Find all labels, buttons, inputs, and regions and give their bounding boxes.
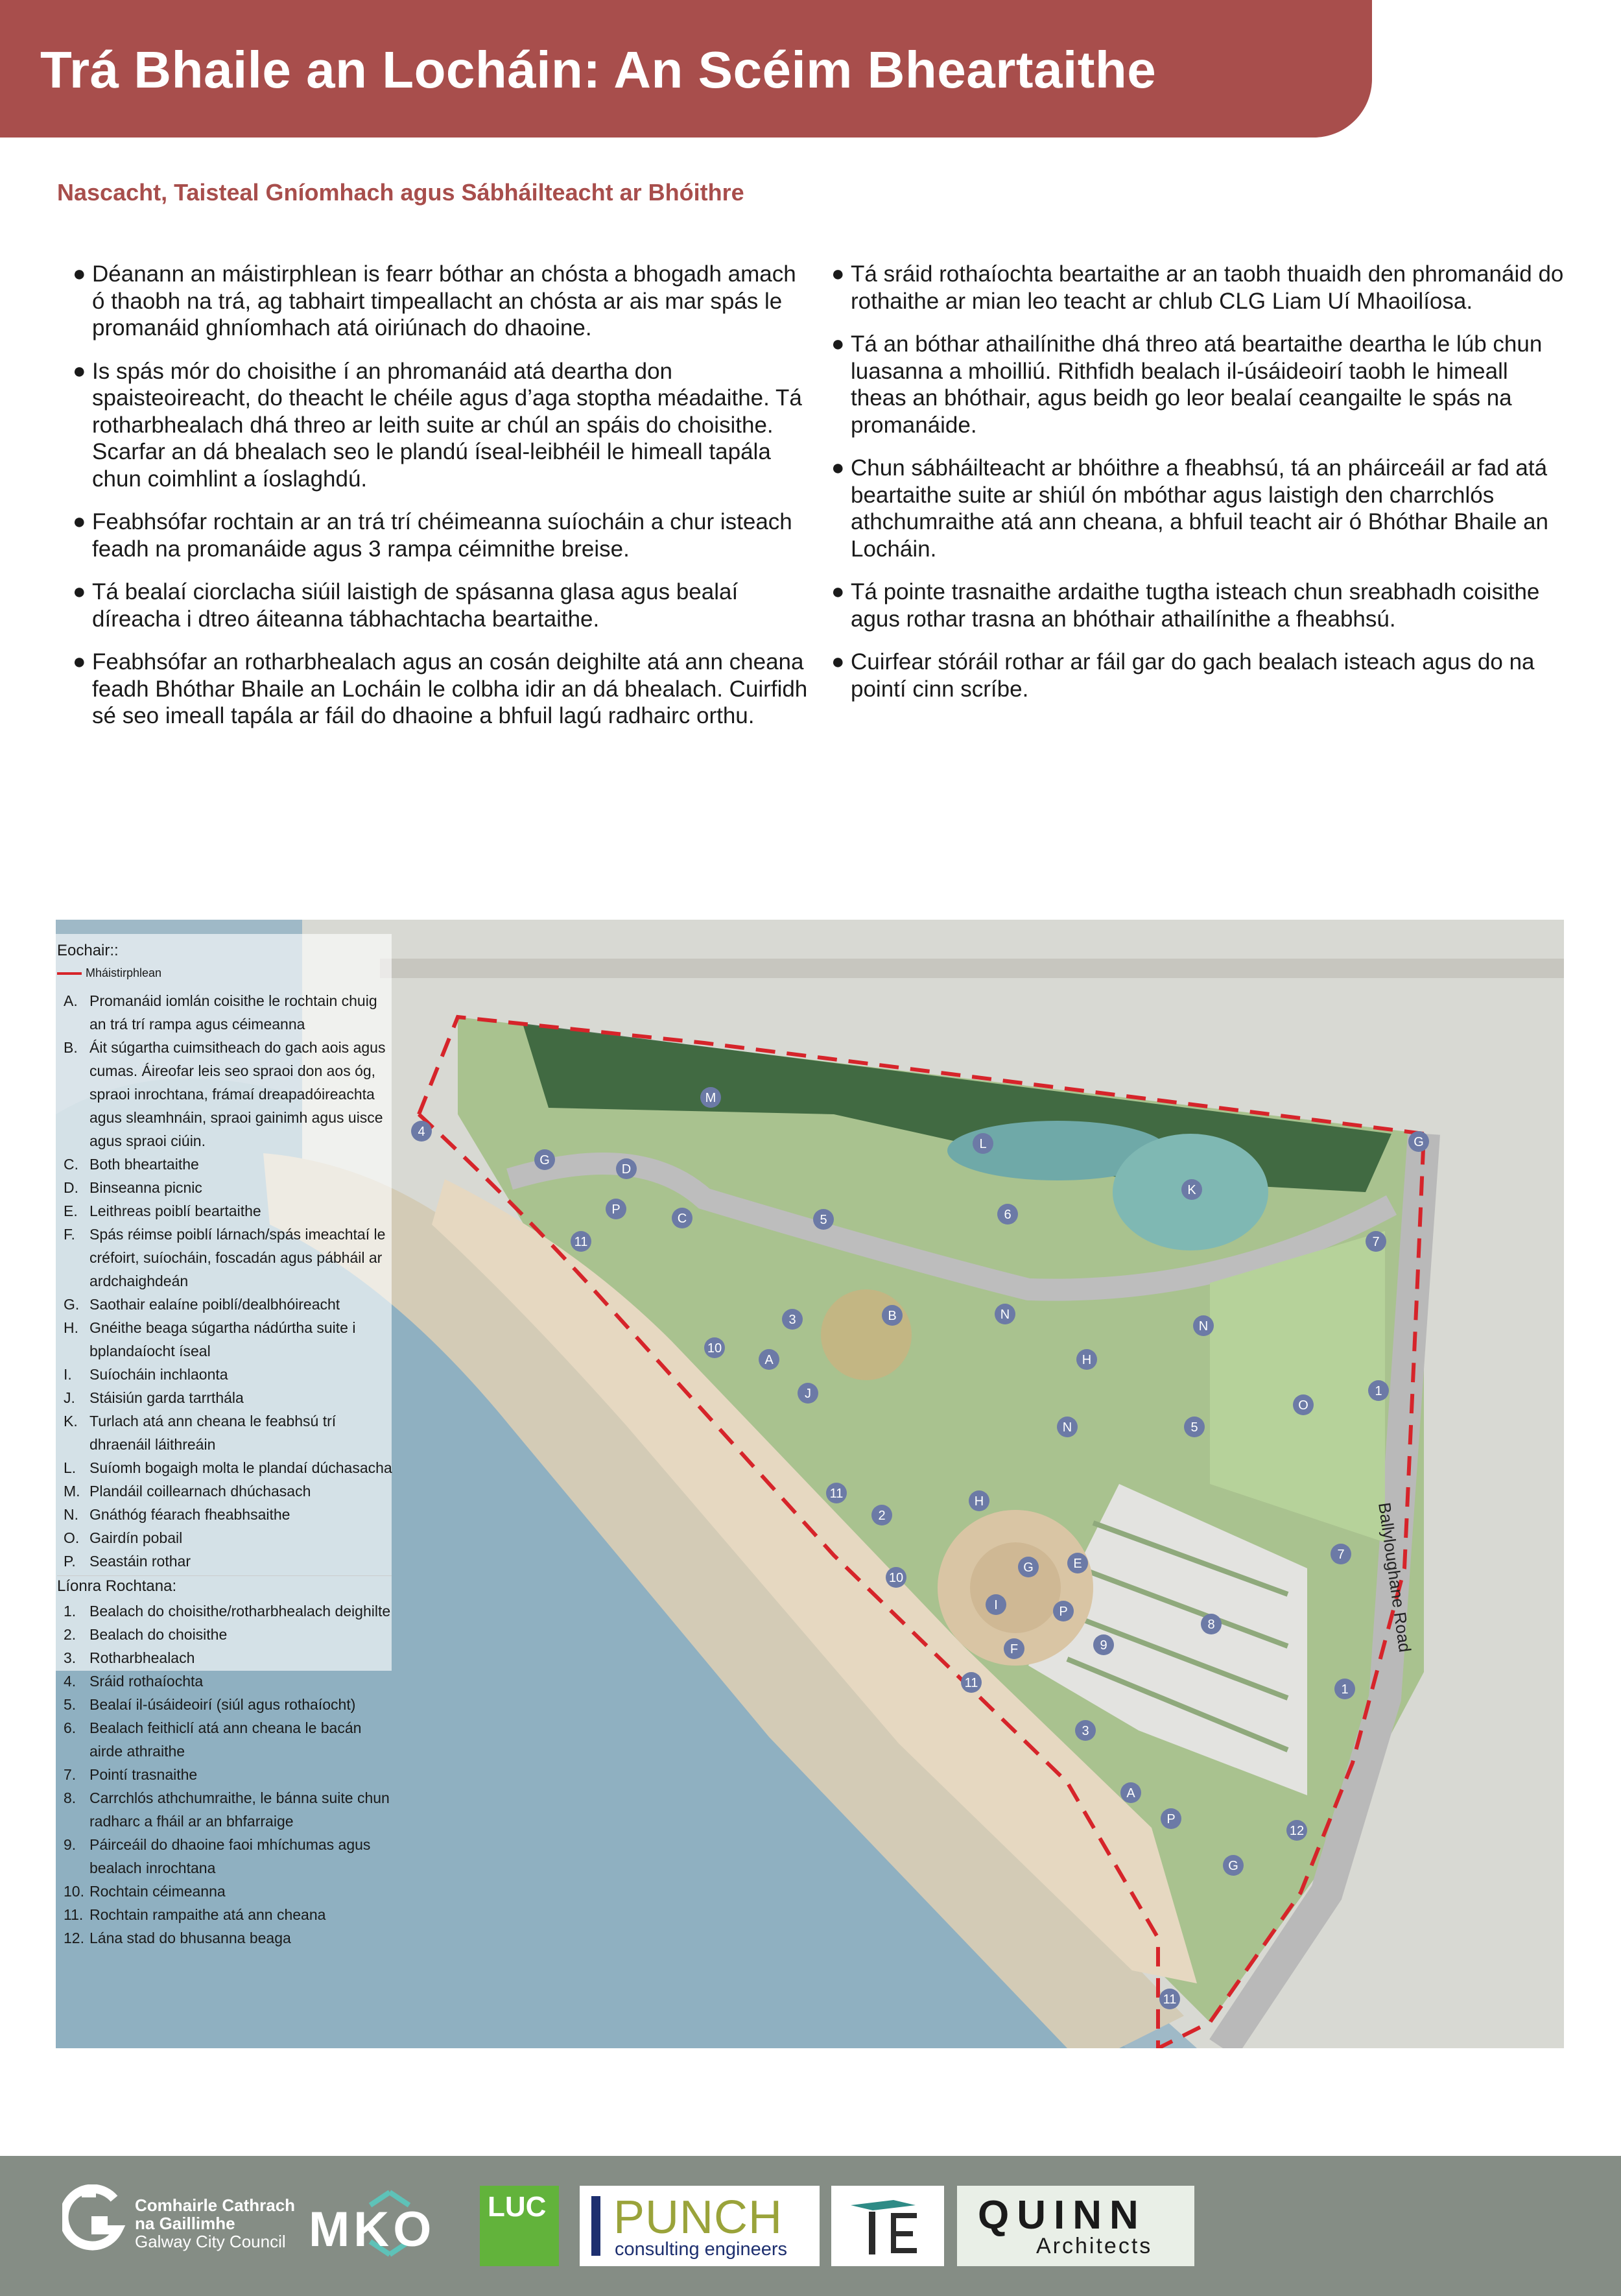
access-item: 3. Rotharbhealach <box>64 1649 195 1666</box>
map-marker[interactable] <box>411 1121 432 1142</box>
legend-item: N. Gnáthóg féarach fheabhsaithe <box>64 1506 290 1523</box>
bullet-item: ● Déanann an máistirphlean is fearr bóthar an chósta a bhogadh amach ó thaobh na trá, ag tabhairt timpeallacht an chósta ar ais mar spás le promanáid ghníomhach atá oiriúnach do dhaoine. <box>73 261 796 341</box>
legend-item: D. Binseanna picnic <box>64 1179 202 1196</box>
quinn-architects-logo: QUINN Architects <box>957 2186 1194 2266</box>
svg-text:N: N <box>1062 1420 1072 1435</box>
svg-text:M: M <box>705 1091 716 1105</box>
svg-text:9: 9 <box>1100 1638 1107 1653</box>
legend-item: C. Both bheartaithe <box>64 1156 199 1173</box>
access-item: 11. Rochtain rampaithe atá ann cheana <box>64 1906 326 1923</box>
svg-text:10: 10 <box>888 1571 904 1585</box>
page-title: Trá Bhaile an Locháin: An Scéim Bheartaithe <box>40 41 1157 99</box>
svg-text:2: 2 <box>878 1509 886 1523</box>
svg-text:P: P <box>1059 1605 1068 1619</box>
map-marker[interactable] <box>995 1304 1015 1324</box>
legend-item: E. Leithreas poiblí beartaithe <box>64 1202 261 1219</box>
map-marker[interactable] <box>534 1149 555 1170</box>
svg-text:5: 5 <box>1190 1420 1198 1435</box>
svg-text:G: G <box>1414 1135 1424 1149</box>
galway-city-council-logo <box>62 2184 296 2256</box>
svg-text:11: 11 <box>574 1235 588 1249</box>
map-marker[interactable] <box>1057 1417 1078 1437</box>
access-item: 12. Lána stad do bhusanna beaga <box>64 1930 291 1946</box>
bullet-dot-icon: ● <box>73 579 86 604</box>
bullet-item: ● Feabhsófar an rotharbhealach agus an cosán deighilte atá ann cheana feadh Bhóthar Bhaile an Locháin le colbha idir an dá bhealach. Cuirfidh sé seo imeall tapála ar fáil do dhaoine a bhfuil lagú radhairc orthu. <box>73 649 808 728</box>
bullet-dot-icon: ● <box>831 579 845 604</box>
svg-text:1: 1 <box>1341 1682 1349 1697</box>
svg-text:12: 12 <box>1289 1824 1305 1838</box>
legend <box>57 942 394 1950</box>
legend-item: J. Stáisiún garda tarrthála <box>64 1389 244 1406</box>
svg-text:7: 7 <box>1337 1548 1345 1562</box>
mko-logo: MKO <box>309 2187 458 2258</box>
svg-text:3: 3 <box>788 1313 796 1327</box>
legend-item: G. Saothair ealaíne poiblí/dealbhóireacht <box>64 1296 340 1313</box>
legend-title: Eochair:: <box>57 942 119 959</box>
bullet-item: ● Tá sráid rothaíochta beartaithe ar an taobh thuaidh den phromanáid do rothaithe ar mian leo teacht ar chlub CLG Liam Uí Mhaoilíosa. <box>831 261 1564 314</box>
map-marker[interactable] <box>871 1505 892 1525</box>
map-marker[interactable] <box>1331 1544 1351 1564</box>
map-marker[interactable] <box>1004 1638 1024 1659</box>
access-item: 6. Bealach feithiclí atá ann cheana le bacán airde athraithe <box>64 1719 362 1760</box>
map-marker[interactable] <box>961 1672 982 1693</box>
map-marker[interactable] <box>1334 1679 1355 1699</box>
access-item: 7. Pointí trasnaithe <box>64 1766 198 1783</box>
svg-text:E: E <box>1073 1557 1082 1571</box>
svg-text:G: G <box>1023 1561 1034 1575</box>
gcc-text: Comhairle Cathrach na Gaillimhe Galway City Council <box>135 2195 296 2251</box>
svg-text:11: 11 <box>829 1487 844 1501</box>
svg-text:11: 11 <box>964 1676 978 1690</box>
plaza-inner <box>970 1542 1061 1633</box>
svg-text:P: P <box>1166 1812 1176 1826</box>
legend-item: M. Plandáil coillearnach dhúchasach <box>64 1483 311 1500</box>
svg-text:N: N <box>1198 1319 1209 1333</box>
map-marker[interactable] <box>826 1483 847 1503</box>
map-marker[interactable] <box>1223 1855 1244 1876</box>
bullet-dot-icon: ● <box>73 649 86 674</box>
map-marker[interactable] <box>700 1087 721 1108</box>
svg-text:L: L <box>979 1137 987 1151</box>
svg-text:C: C <box>677 1212 687 1226</box>
bullet-dot-icon: ● <box>73 261 86 286</box>
access-item: 9. Páirceáil do dhaoine faoi mhíchumas agus bealach inrochtana <box>64 1836 371 1876</box>
svg-text:H: H <box>1082 1353 1092 1367</box>
map-marker[interactable] <box>1368 1380 1389 1401</box>
legend-list <box>57 989 394 1573</box>
access-item: 4. Sráid rothaíochta <box>64 1673 204 1690</box>
svg-text:8: 8 <box>1207 1618 1215 1632</box>
map-marker[interactable] <box>1193 1315 1214 1336</box>
access-list <box>57 1599 394 1950</box>
map-marker[interactable] <box>1159 1989 1180 2009</box>
map-marker[interactable] <box>704 1337 725 1358</box>
map-marker[interactable] <box>571 1231 591 1252</box>
legend-item: B. Áit súgartha cuimsitheach do gach aois agus cumas. Áireofar leis seo spraoi don aos óg, spraoi inrochtana, frámaí dreapadóireachta agus sleamhnáin, spraoi gainimh agus uisce agus spraoi ciúin. <box>64 1039 386 1149</box>
legend-item: F. Spás réimse poiblí lárnach/spás imeachtaí le créfoirt, suíocháin, foscadán agus pábháil ar ardchaighdeán <box>64 1226 386 1289</box>
gcc-emblem-icon <box>62 2184 127 2256</box>
svg-text:D: D <box>621 1162 632 1177</box>
right-column <box>831 261 1564 719</box>
bullet-item: ● Tá bealaí ciorclacha siúil laistigh de spásanna glasa agus bealaí díreacha i dtreo áiteanna tábhachtacha beartaithe. <box>73 579 739 632</box>
bullet-dot-icon: ● <box>831 261 845 286</box>
bullet-dot-icon: ● <box>831 455 845 480</box>
svg-text:B: B <box>888 1309 897 1323</box>
map-marker[interactable] <box>986 1594 1006 1615</box>
map-marker[interactable] <box>672 1208 692 1228</box>
legend-item: P. Seastáin rothar <box>64 1553 191 1570</box>
bullet-item: ● Chun sábháilteacht ar bhóithre a fheabhsú, tá an pháirceáil ar fad atá beartaithe suite ar shiúl ón mbóthar agus laistigh den charrchlós athchumraithe atá ann cheana, a bhfuil teacht air ó Bhóthar Bhaile an Locháin. <box>831 455 1549 562</box>
map-marker[interactable] <box>1286 1820 1307 1841</box>
map-marker[interactable] <box>969 1490 989 1511</box>
access-network-title: Líonra Rochtana: <box>57 1575 392 1596</box>
access-item: 8. Carrchlós athchumraithe, le bánna suite chun radharc a fháil ar an bhfarraige <box>64 1789 390 1830</box>
red-line-swatch <box>57 972 82 975</box>
access-item: 5. Bealaí il-úsáideoirí (siúl agus rothaíocht) <box>64 1696 356 1713</box>
legend-item: A. Promanáid iomlán coisithe le rochtain chuig an trá trí rampa agus céimeanna <box>64 992 377 1033</box>
map-marker[interactable] <box>1018 1557 1039 1577</box>
access-item: 2. Bealach do choisithe <box>64 1626 228 1643</box>
map-marker[interactable] <box>1053 1601 1074 1621</box>
svg-text:G: G <box>1228 1859 1238 1873</box>
svg-text:6: 6 <box>1004 1208 1012 1222</box>
left-column <box>73 261 812 746</box>
bullet-item: ● Tá an bóthar athailínithe dhá threo atá beartaithe deartha le lúb chun luasanna a mhoilliú. Rithfidh bealach il-úsáideoirí taobh le himeall theas an bhóthair, agus beidh go leor bealaí ceangailte le spás na promanáide. <box>831 331 1543 438</box>
map-marker[interactable] <box>606 1199 626 1219</box>
svg-text:G: G <box>539 1153 550 1167</box>
map-marker[interactable] <box>782 1309 803 1330</box>
map-marker[interactable] <box>1366 1231 1386 1252</box>
svg-text:N: N <box>1000 1308 1010 1322</box>
svg-text:A: A <box>764 1353 774 1367</box>
svg-text:11: 11 <box>1163 1992 1177 2007</box>
map-marker[interactable] <box>882 1305 903 1326</box>
bullet-item: ● Is spás mór do choisithe í an phromanáid atá deartha don spaisteoireacht, do theacht le chéile agus d’aga stoptha méadaithe. Tá rotharbhealach dhá threo ar leith suite ar chúl an spáis do choisithe. Scarfar an dá bhealach seo le plandú íseal-leibhéil le himeall tapála chun coimhlint a íoslaghdú. <box>73 358 802 492</box>
svg-text:A: A <box>1126 1786 1135 1800</box>
play-area <box>821 1289 912 1380</box>
map-marker[interactable] <box>1093 1634 1114 1655</box>
map-marker[interactable] <box>1293 1394 1314 1415</box>
map-marker[interactable] <box>1184 1417 1205 1437</box>
svg-text:4: 4 <box>418 1125 425 1139</box>
map-marker[interactable] <box>997 1204 1018 1225</box>
road-label: Ballyloughane Road <box>1375 1501 1415 1654</box>
bullet-dot-icon: ● <box>831 649 845 674</box>
map-marker[interactable] <box>1408 1131 1429 1152</box>
map-marker[interactable] <box>616 1158 637 1179</box>
header-banner <box>0 0 1372 138</box>
legend-item: I. Suíocháin inchlaonta <box>64 1366 228 1383</box>
map-marker[interactable] <box>1181 1179 1202 1200</box>
map-marker[interactable] <box>1161 1808 1181 1829</box>
svg-text:K: K <box>1187 1183 1196 1197</box>
bullet-dot-icon: ● <box>73 358 86 383</box>
legend-item: O. Gairdín pobail <box>64 1529 183 1546</box>
map-marker[interactable] <box>1201 1614 1222 1634</box>
te-logo <box>831 2186 944 2266</box>
access-item: 10. Rochtain céimeanna <box>64 1883 226 1900</box>
section-subtitle: Nascacht, Taisteal Gníomhach agus Sábháilteacht ar Bhóithre <box>57 179 744 206</box>
svg-text:1: 1 <box>1375 1384 1382 1398</box>
legend-item: H. Gnéithe beaga súgartha nádúrtha suite i bplandaíocht íseal <box>64 1319 356 1359</box>
bullet-dot-icon: ● <box>73 509 86 534</box>
svg-text:3: 3 <box>1082 1724 1089 1738</box>
bullet-item: ● Tá pointe trasnaithe ardaithe tugtha isteach chun sreabhadh coisithe agus rothar trasna an bhóthair athailínithe a fheabhsú. <box>831 579 1540 632</box>
map-marker[interactable] <box>1067 1553 1088 1573</box>
map-marker[interactable] <box>1076 1349 1097 1370</box>
svg-text:5: 5 <box>820 1213 827 1227</box>
punch-bar-icon <box>591 2196 600 2256</box>
access-item: 1. Bealach do choisithe/rotharbhealach deighilte <box>64 1603 391 1620</box>
legend-item: L. Suíomh bogaigh molta le plandaí dúchasacha <box>64 1459 392 1476</box>
bullet-dot-icon: ● <box>831 331 845 356</box>
svg-text:F: F <box>1010 1642 1019 1656</box>
map-marker[interactable] <box>1075 1720 1096 1741</box>
te-emblem-icon <box>831 2186 944 2266</box>
legend-item: K. Turlach atá ann cheana le feabhsú trí dhraenáil láithreáin <box>64 1413 337 1453</box>
map-marker[interactable] <box>759 1349 779 1370</box>
map-marker[interactable] <box>798 1383 818 1404</box>
svg-text:J: J <box>805 1387 811 1401</box>
map-marker[interactable] <box>813 1209 834 1230</box>
svg-text:O: O <box>1298 1398 1308 1413</box>
map-marker[interactable] <box>973 1133 993 1154</box>
svg-text:P: P <box>611 1202 621 1217</box>
svg-text:10: 10 <box>707 1341 722 1356</box>
svg-text:I: I <box>994 1598 998 1612</box>
bullet-item: ● Cuirfear stóráil rothar ar fáil gar do gach bealach isteach agus do na pointí cinn scríbe. <box>831 649 1535 702</box>
luc-logo: LUC <box>480 2186 559 2266</box>
svg-text:H: H <box>974 1494 984 1509</box>
punch-logo: PUNCH consulting engineers <box>580 2186 820 2266</box>
bullet-item: ● Feabhsófar rochtain ar an trá trí chéimeanna suíocháin a chur isteach feadh na promanáide agus 3 rampa céimnithe breise. <box>73 509 792 562</box>
map-marker[interactable] <box>886 1567 906 1588</box>
railway-band <box>380 959 1564 978</box>
svg-text:7: 7 <box>1372 1235 1380 1249</box>
map-marker[interactable] <box>1120 1782 1141 1803</box>
legend-masterplan-line: Mháistirphlean <box>57 966 394 980</box>
